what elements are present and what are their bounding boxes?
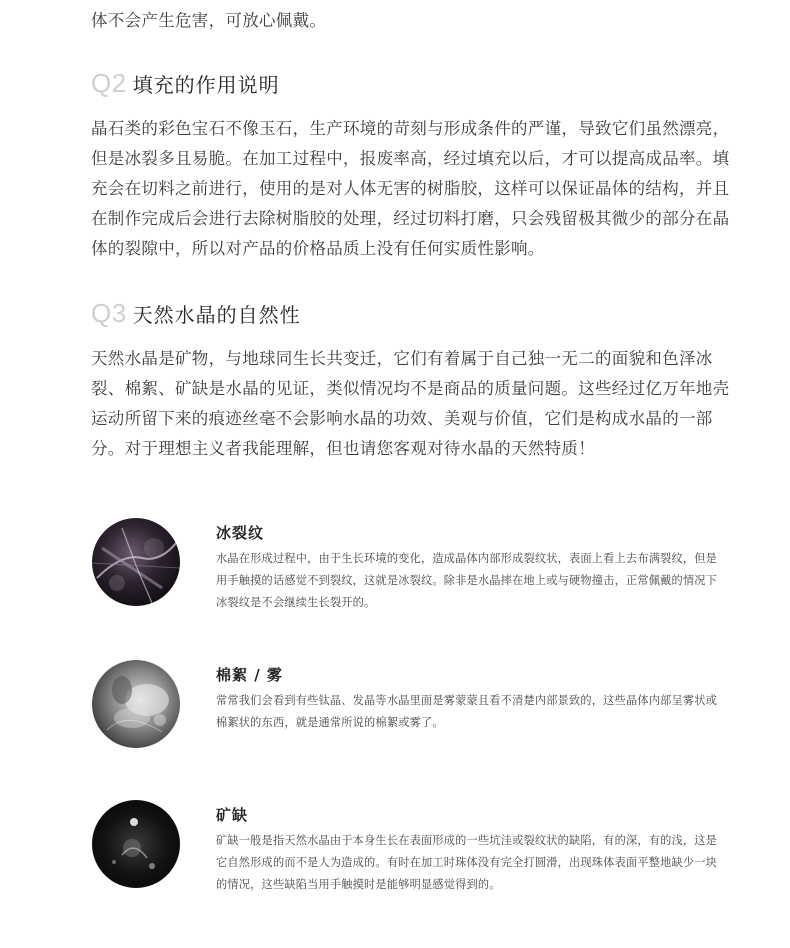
q2-number: Q2 bbox=[91, 68, 127, 98]
q3-body: 天然水晶是矿物，与地球同生长共变迁，它们有着属于自己独一无二的面貌和色泽冰裂、棉絮、矿缺是水晶的见证，类似情况均不是商品的质量问题。这些经过亿万年地壳运动所留下来的痕迹丝毫不会影响水晶的功效、美观与价值，它们是构成水晶的一部分。对于理想主义者我能理解，但也请您客观对待水晶的天然特质！ bbox=[91, 349, 730, 458]
mineral-defect-crystal-image bbox=[92, 800, 180, 888]
q3-heading bbox=[91, 298, 301, 329]
q3-number: Q3 bbox=[91, 298, 127, 328]
q2-heading bbox=[91, 68, 280, 99]
feature-ice-crack-title: 冰裂纹 bbox=[216, 524, 265, 542]
cotton-fog-crystal-image bbox=[92, 660, 180, 748]
feature-cotton-fog-desc: 常常我们会看到有些钛晶、发晶等水晶里面是雾蒙蒙且看不清楚内部景致的，这些晶体内部呈雾状或棉絮状的东西，就是通常所说的棉絮或雾了。 bbox=[216, 694, 718, 729]
feature-mineral-defect-desc: 矿缺一般是指天然水晶由于本身生长在表面形成的一些坑洼或裂纹状的缺陷，有的深，有的浅，这是它自然形成的而不是人为造成的。有时在加工时珠体没有完全打圆滑，出现珠体表面平整地缺少一块的情况，这些缺陷当用手触摸时是能够明显感觉得到的。 bbox=[216, 834, 718, 891]
feature-mineral-defect-title: 矿缺 bbox=[216, 806, 249, 824]
ice-crack-crystal-image bbox=[92, 518, 180, 606]
feature-mineral-defect bbox=[92, 800, 732, 900]
intro-tail-text: 体不会产生危害，可放心佩戴。 bbox=[91, 11, 327, 30]
feature-ice-crack-desc: 水晶在形成过程中，由于生长环境的变化，造成晶体内部形成裂纹状，表面上看上去布满裂纹，但是用手触摸的话感觉不到裂纹，这就是冰裂纹。除非是水晶摔在地上或与硬物撞击，正常佩戴的情况下冰裂纹是不会继续生长裂开的。 bbox=[216, 552, 718, 609]
feature-ice-crack bbox=[92, 518, 732, 618]
q2-body: 晶石类的彩色宝石不像玉石，生产环境的苛刻与形成条件的严谨，导致它们虽然漂亮，但是冰裂多且易脆。在加工过程中，报废率高，经过填充以后，才可以提高成品率。填充会在切料之前进行，使用的是对人体无害的树脂胶，这样可以保证晶体的结构，并且在制作完成后会进行去除树脂胶的处理，经过切料打磨，只会残留极其微少的部分在晶体的裂隙中，所以对产品的价格品质上没有任何实质性影响。 bbox=[91, 119, 730, 258]
feature-cotton-fog-title: 棉絮 / 雾 bbox=[216, 666, 283, 684]
q2-title: 填充的作用说明 bbox=[132, 73, 280, 97]
feature-cotton-fog bbox=[92, 660, 732, 760]
q3-title: 天然水晶的自然性 bbox=[132, 303, 301, 327]
